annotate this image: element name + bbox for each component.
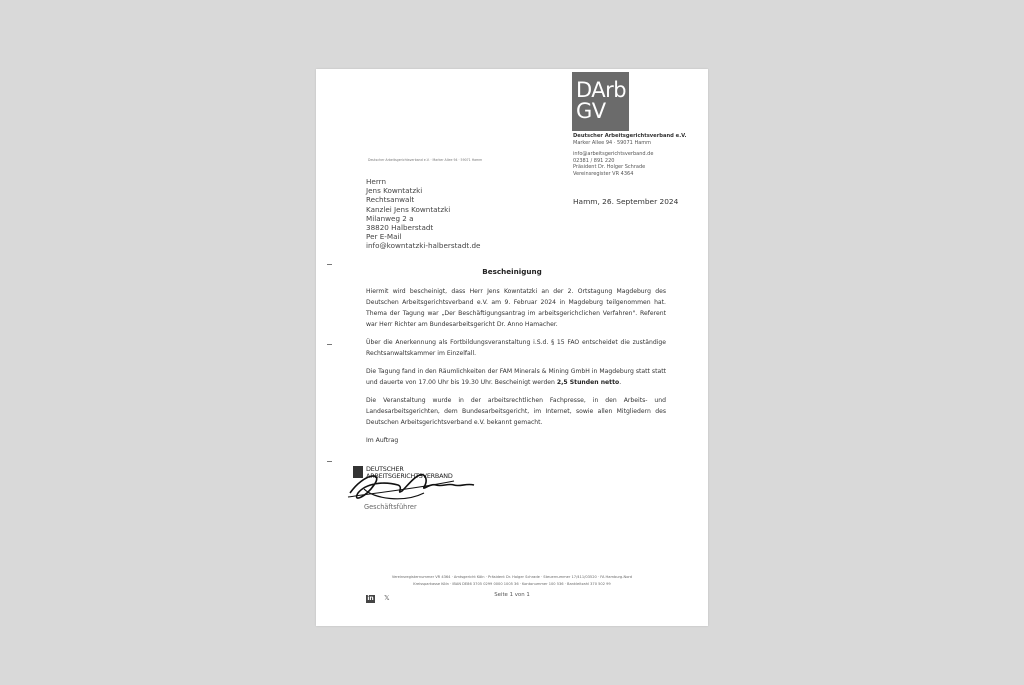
- org-president: Präsident Dr. Holger Schrade: [573, 164, 646, 170]
- org-address: Marker Allee 94 · 59071 Hamm: [573, 139, 652, 146]
- recipient-line: 38820 Halberstadt: [366, 223, 434, 233]
- paragraph-recognition: Über die Anerkennung als Fortbildungsveranstaltung i.S.d. § 15 FAO entscheidet die zuständige Rechtsanwaltskammer im Einzelfall.: [366, 339, 666, 357]
- page-number: Seite 1 von 1: [494, 592, 530, 598]
- document-body: [366, 286, 666, 453]
- closing: Im Auftrag: [366, 437, 399, 444]
- darbgv-logo: [572, 72, 629, 131]
- stamp-line2: ARBEITSGERICHTSVERBAND: [366, 472, 453, 480]
- recipient-line: Per E-Mail: [366, 232, 402, 242]
- handwritten-signature: [344, 463, 484, 505]
- fold-mark: [327, 264, 332, 265]
- footer-line1: Vereinsregisternummer VR 4364 · Amtsgericht Köln · Präsident Dr. Holger Schrade · Steuernummer 17/411/03520 · FA Hamburg-Nord: [391, 575, 633, 579]
- logo-line1: DArb: [576, 78, 627, 102]
- letter-date: Hamm, 26. September 2024: [573, 197, 679, 206]
- recipient-address: [366, 177, 480, 251]
- document-page: [316, 69, 708, 626]
- signatory-role: Geschäftsführer: [364, 503, 417, 511]
- paragraph-attendance: Hiermit wird bescheinigt, dass Herr Jens Kowntatzki an der 2. Ortstagung Magdeburg des Deutschen Arbeitsgerichtsverband e.V. am 9. Februar 2024 in Magdeburg teilgenommen hat. Thema der Tagung war „Der Beschäftigungsantrag im arbeitsgerichclichen Verfahren". Referent war Herr Richter am Bundesarbeitsgericht Dr. Anno Hamacher.: [366, 288, 666, 328]
- footer-line2: Kreissparkasse Köln · IBAN DE86 3705 0299 0000 1005 36 · Kontonummer 100 536 · Bankleitzahl 370 502 99: [413, 582, 611, 586]
- hours-certified: 2,5 Stunden netto: [556, 379, 620, 386]
- stamp-line1: DEUTSCHER: [366, 465, 404, 473]
- recipient-line: Milanweg 2 a: [366, 213, 414, 223]
- org-name: Deutscher Arbeitsgerichtsverband e.V.: [573, 133, 687, 139]
- letterhead-contact: [573, 133, 686, 177]
- logo-line2: GV: [576, 99, 606, 123]
- paragraph-venue-text: Die Tagung fand in den Räumlichkeiten der FAM Minerals & Mining GmbH in Magdeburg statt statt und dauerte von 17.00 Uhr bis 19.30 Uhr. Bescheinigt werden: [366, 368, 666, 386]
- recipient-line: Herrn: [366, 177, 387, 186]
- fold-mark: [327, 344, 332, 345]
- sender-return-line: Deutscher Arbeitsgerichtsverband e.V. · Marker Allee 94 · 59071 Hamm: [368, 158, 483, 162]
- recipient-line: info@kowntatzki-halberstadt.de: [366, 241, 481, 251]
- org-phone: 02381 / 891 220: [573, 157, 615, 164]
- linkedin-icon[interactable]: in: [367, 595, 374, 602]
- paragraph-venue-end: .: [619, 379, 622, 386]
- paragraph-venue: [366, 366, 666, 388]
- recipient-line: Rechtsanwalt: [366, 195, 415, 205]
- x-icon[interactable]: 𝕏: [384, 594, 390, 602]
- paragraph-announcement: Die Veranstaltung wurde in der arbeitsrechtlichen Fachpresse, in den Arbeits- und Landesarbeitsgerichten, dem Bundesarbeitsgericht, im Internet, sowie allen Mitgliedern des Deutschen Arbeitsgerichtsverband e.V. bekannt gemacht.: [366, 397, 666, 426]
- org-register: Vereinsregister VR 4364: [573, 170, 634, 177]
- document-title: Bescheinigung: [482, 267, 542, 276]
- legal-footer: [316, 574, 708, 588]
- recipient-line: Kanzlei Jens Kowntatzki: [366, 204, 451, 214]
- org-email: info@arbeitsgerichtsverband.de: [573, 151, 654, 157]
- fold-mark: [327, 461, 332, 462]
- recipient-line: Jens Kowntatzki: [366, 186, 423, 196]
